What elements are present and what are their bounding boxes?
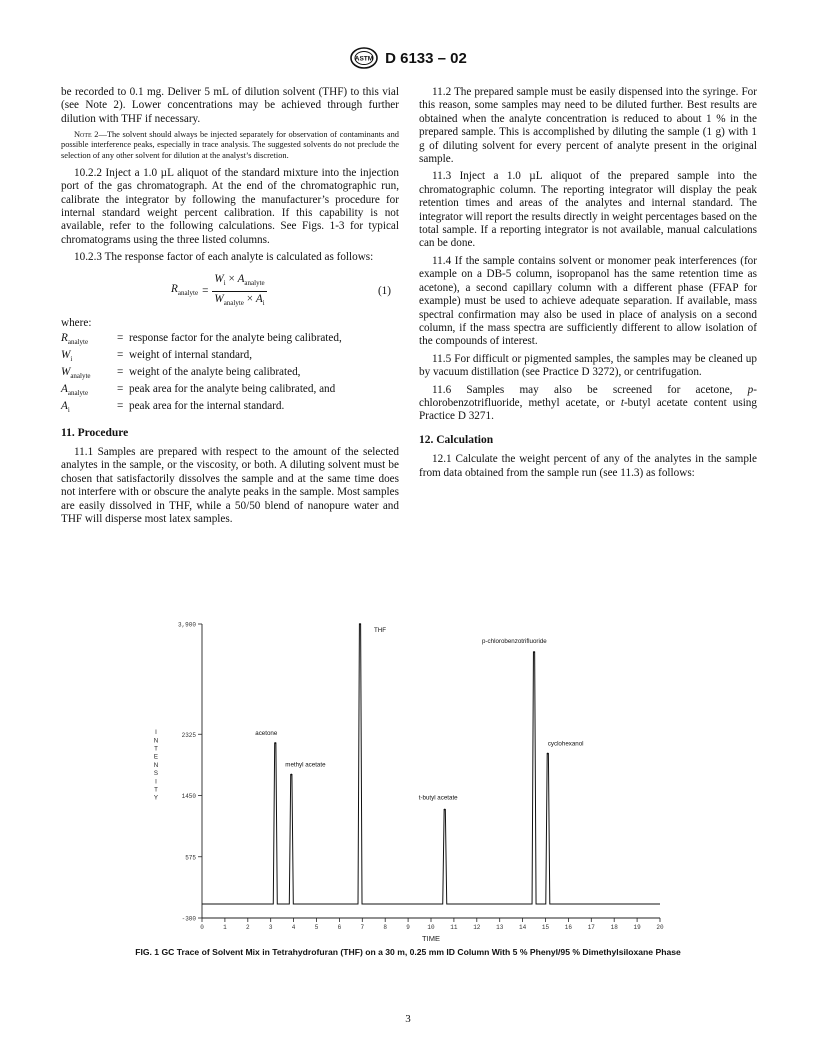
definition-row: $R_{analyte}$ = response factor for the analyte being calibrated, bbox=[61, 332, 342, 349]
definition-text: weight of the analyte being calibrated, bbox=[129, 366, 301, 379]
x-tick-label: 8 bbox=[383, 924, 388, 931]
y-axis-label-char: E bbox=[153, 753, 159, 761]
paragraph-11-2: 11.2 The prepared sample must be easily dispensed into the syringe. For this reason, some samples may need to be diluted further. Best results are obtained when the analyte concentration is reduced to about 1 % in the prepared sample. This is accomplished by diluting the sample (1 g) with 1 g of diluting solvent for every percent of analyte present in the original sample. bbox=[419, 86, 757, 166]
y-axis-label-char: N bbox=[153, 737, 159, 745]
definition-row: $A_i$ = peak area for the internal standard. bbox=[61, 400, 342, 417]
paragraph-11-4: 11.4 If the sample contains solvent or monomer peak interferences (for example on a DB-5 column, isopropanol has the same retention time as acetone), a second capillary column with a different phase (FFAP for example) must be used to achieve adequate separation. If available, mass spectral confirmation may also be used in place of analysis on a second column, if the mass spectra are sufficiently different to allow isolation of the compounds of interest. bbox=[419, 254, 757, 348]
peak-label: t-butyl acetate bbox=[418, 794, 458, 802]
definition-symbol: $R_{analyte}$ bbox=[61, 332, 89, 347]
paragraph-11-6: 11.6 Samples may also be screened for acetone, p-chlorobenzotrifluoride, methyl acetate, or t-butyl acetate content using Practice D 3271. bbox=[419, 383, 757, 423]
peak-label: p-chlorobenzotrifluoride bbox=[482, 638, 547, 645]
figure-caption: FIG. 1 GC Trace of Solvent Mix in Tetrahydrofuran (THF) on a 30 m, 0.25 mm ID Column With 5 % Phenyl/95 % Dimethylsiloxane Phase bbox=[135, 947, 681, 957]
paragraph: be recorded to 0.1 mg. Deliver 5 mL of dilution solvent (THF) to this vial (see Note 2). Lower concentrations may be achieved through further dilution with THF if necessary. bbox=[61, 86, 399, 125]
note-text: —The solvent should always be injected separately for observation of contaminants and possible interference peaks, especially in trace analysis. The suggested solvents do not preclude the selection of any other solvent for dilution at the analyst’s discretion. bbox=[61, 130, 399, 160]
equation-fraction: $\frac{W_i \times A_{analyte}}{W_{analyte} \times A_i}$ bbox=[214, 272, 265, 308]
x-tick-label: 3 bbox=[268, 924, 273, 931]
peak-label: THF bbox=[374, 627, 387, 634]
y-tick-label: 1450 bbox=[181, 793, 196, 800]
right-column bbox=[419, 86, 757, 484]
x-tick-label: 12 bbox=[473, 924, 481, 931]
x-tick-label: 10 bbox=[427, 924, 435, 931]
paragraph-11-5: 11.5 For difficult or pigmented samples, the samples may be cleaned up by vacuum distillation (see Practice D 3272), or centrifugation. bbox=[419, 352, 757, 379]
x-tick-label: 20 bbox=[656, 924, 664, 931]
y-axis-label-char: I bbox=[155, 729, 157, 737]
y-axis-label-char: I bbox=[155, 778, 157, 786]
peak-point bbox=[359, 623, 361, 625]
definition-symbol: $W_{analyte}$ bbox=[61, 366, 91, 381]
definition-row: $A_{analyte}$ = peak area for the analyte being calibrated, and bbox=[61, 383, 342, 400]
y-axis-label-char: T bbox=[154, 786, 158, 794]
svg-text:ASTM: ASTM bbox=[354, 55, 374, 63]
paragraph-10-2-3: 10.2.3 The response factor of each analyte is calculated as follows: bbox=[74, 251, 374, 264]
section-12-title: 12. Calculation bbox=[419, 433, 494, 446]
document-designation: D 6133 – 02 bbox=[385, 49, 467, 67]
y-tick-label: -300 bbox=[181, 915, 196, 923]
y-axis-label-char: Y bbox=[153, 794, 159, 802]
peak-label: methyl acetate bbox=[285, 761, 326, 769]
astm-logo-icon bbox=[349, 47, 379, 69]
y-tick-label: 575 bbox=[185, 854, 196, 862]
definition-text: response factor for the analyte being calibrated, bbox=[129, 332, 342, 345]
page-number: 3 bbox=[405, 1013, 411, 1025]
definition-text: peak area for the internal standard. bbox=[129, 399, 285, 412]
x-tick-label: 7 bbox=[360, 924, 365, 931]
definition-row: $W_{analyte}$ = weight of the analyte being calibrated, bbox=[61, 366, 342, 383]
peak-label: acetone bbox=[255, 730, 278, 737]
paragraph-11-1: 11.1 Samples are prepared with respect to the amount of the selected analytes in the sample, or the viscosity, or both. A diluting solvent must be chosen that satisfactorily dissolves the sample and at the same time does not interfere with or obscure the analyte peaks in the sample. Most samples are easily dissolved in THF, while a 50/50 blend of nanopure water and THF will disperse most latex samples. bbox=[61, 445, 399, 525]
x-tick-label: 18 bbox=[610, 924, 618, 931]
x-tick-label: 4 bbox=[291, 924, 296, 931]
where-label: where: bbox=[61, 316, 92, 329]
equation-number: (1) bbox=[377, 285, 391, 298]
left-column bbox=[61, 86, 399, 530]
x-tick-label: 17 bbox=[587, 924, 595, 931]
y-tick-label: 3,900 bbox=[177, 621, 196, 629]
x-tick-label: 14 bbox=[518, 924, 527, 931]
y-axis-label-char: S bbox=[153, 770, 159, 778]
variable-definitions bbox=[61, 332, 342, 416]
x-tick-label: 6 bbox=[337, 924, 342, 931]
x-tick-label: 0 bbox=[200, 924, 204, 931]
x-tick-label: 15 bbox=[541, 924, 550, 931]
x-tick-label: 5 bbox=[314, 924, 319, 931]
peak-point bbox=[274, 742, 276, 744]
y-tick-label: 2325 bbox=[181, 731, 196, 739]
chromatogram-trace bbox=[202, 624, 660, 904]
paragraph-12-1: 12.1 Calculate the weight percent of any of the analytes in the sample from data obtained from the sample run (see 11.3) as follows: bbox=[419, 453, 757, 479]
x-tick-label: 16 bbox=[564, 924, 573, 931]
peak-point bbox=[533, 651, 535, 653]
x-tick-label: 1 bbox=[223, 924, 227, 931]
paragraph-11-3: 11.3 Inject a 1.0 µL aliquot of the prepared sample into the chromatographic column. The reporting integrator will display the peak retention times and areas of the analytes and internal standard. The integrator will report the results directly in weight percentages based on the total sample. If a reporting integrator is not available, manual calculations can be done. bbox=[419, 170, 757, 250]
peak-point bbox=[290, 774, 292, 776]
note-2 bbox=[61, 130, 399, 161]
section-11-title: 11. Procedure bbox=[61, 426, 129, 439]
y-axis-label-char: N bbox=[153, 761, 159, 769]
x-tick-label: 9 bbox=[406, 924, 410, 931]
definition-row: $W_i$ = weight of internal standard, bbox=[61, 349, 342, 366]
x-tick-label: 19 bbox=[633, 924, 641, 931]
x-tick-label: 11 bbox=[450, 924, 458, 931]
equation-body: $R_{analyte}$ = $\frac{W_i \times A_{analyte}}{W_{analyte} \times A_i}$ bbox=[171, 273, 267, 311]
gc-trace-chart bbox=[150, 618, 690, 958]
x-tick-label: 2 bbox=[245, 924, 250, 931]
paragraph-10-2-2: 10.2.2 Inject a 1.0 µL aliquot of the standard mixture into the injection port of the gas chromatograph. At the end of the chromatographic run, calibrate the integrator by following the manufacturer’s procedure for internal standard weight percent calibration. If this capability is not available, refer to the following calculations. See Figs. 1-3 for typical chromatograms using the three listed columns. bbox=[61, 166, 399, 246]
definition-symbol: $A_{analyte}$ bbox=[61, 382, 89, 398]
peak-point bbox=[547, 753, 549, 755]
y-axis-label-char: T bbox=[154, 745, 158, 753]
equation-1 bbox=[61, 273, 399, 311]
definition-symbol: $A_i$ bbox=[61, 399, 70, 414]
page-header bbox=[0, 47, 816, 69]
definition-text: peak area for the analyte being calibrated, and bbox=[129, 382, 336, 395]
x-tick-label: 13 bbox=[496, 924, 504, 931]
x-axis-label: TIME bbox=[422, 934, 440, 943]
peak-point bbox=[444, 809, 446, 811]
definition-text: weight of internal standard, bbox=[129, 349, 253, 362]
note-label: Note 2 bbox=[74, 130, 99, 140]
definition-symbol: $W_i$ bbox=[61, 349, 73, 364]
peak-label: cyclohexanol bbox=[547, 740, 584, 748]
